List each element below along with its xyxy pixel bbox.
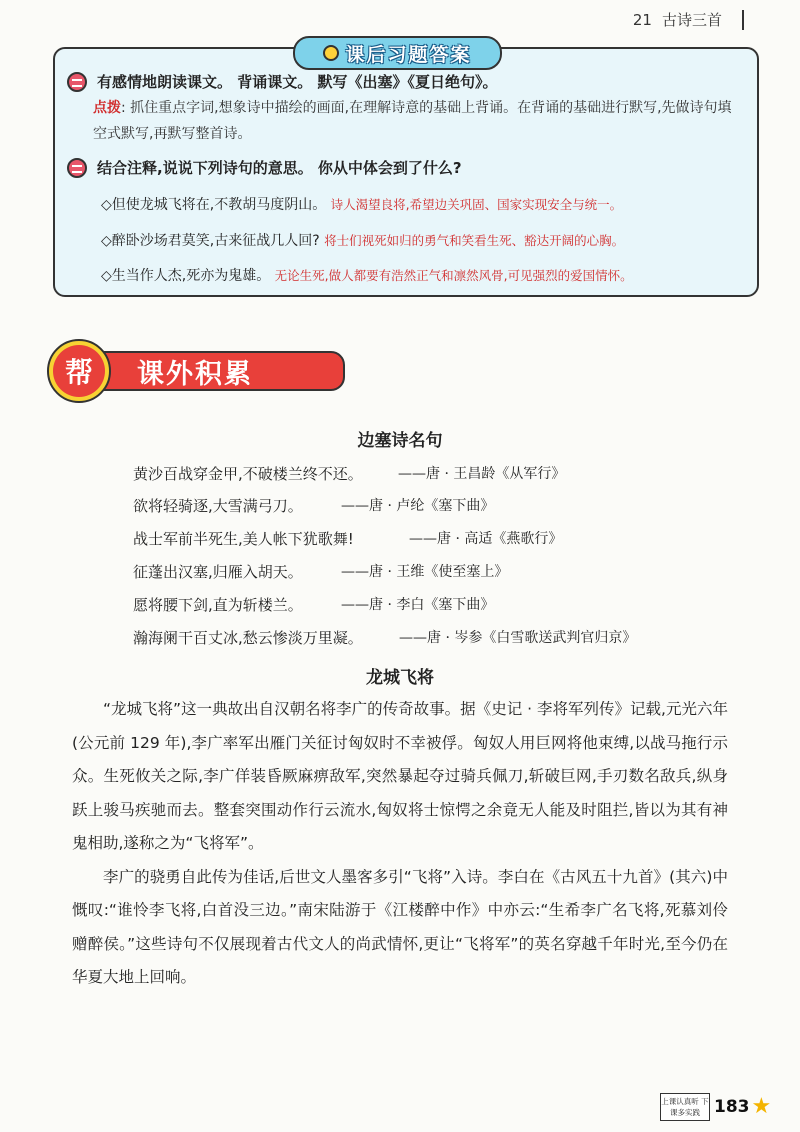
answer-box (53, 47, 759, 297)
poem-source: ——唐 · 李白《塞下曲》 (341, 597, 495, 613)
poem-line: 愿将腰下剑,直为斩楼兰。 ——唐 · 李白《塞下曲》 (133, 596, 495, 614)
chapter-number: 21 (632, 10, 652, 29)
section-title-poems: 边塞诗名句 (357, 431, 443, 451)
lightbulb-icon (323, 45, 339, 61)
page-header (633, 9, 744, 30)
answer-item: ◇但使龙城飞将在,不教胡马度阴山。 诗人渴望良将,希望边关巩固、国家实现安全与统一。 (101, 197, 623, 213)
question-icon (67, 72, 87, 92)
paragraph: “龙城飞将”这一典故出自汉朝名将李广的传奇故事。据《史记 · 李将军列传》记载,元光六年(公元前 129 年),李广率军出雁门关征讨匈奴时不幸被俘。匈奴人用巨网将他束缚,以战马拖行示众。生死攸关之际,李广佯装昏厥麻痹敌军,突然暴起夺过骑兵佩刀,斩破巨网,手刃数名敌兵,纵身跃上骏马疾驰而去。整套突围动作行云流水,匈奴将士惊愕之余竟无人能及时阻拦,皆以为其有神鬼相助,遂称之为“飞将军”。 (72, 700, 728, 852)
poem-line: 欲将轻骑逐,大雪满弓刀。 ——唐 · 卢纶《塞下曲》 (133, 497, 495, 515)
poem-line: 瀚海阑干百丈冰,愁云惨淡万里凝。 ——唐 · 岑参《白雪歌送武判官归京》 (133, 629, 637, 647)
hint-label: 点拨 (93, 100, 121, 116)
section-title-story: 龙城飞将 (366, 668, 434, 688)
answer-item: ◇生当作人杰,死亦为鬼雄。 无论生死,做人都要有浩然正气和凛然风骨,可见强烈的爱国情怀。 (101, 268, 633, 284)
poem-source: ——唐 · 高适《燕歌行》 (409, 531, 563, 547)
footer-label: 上课认真听 下课多实践 (660, 1093, 710, 1121)
story-text (72, 693, 728, 995)
page-number: 183 (714, 1097, 750, 1117)
star-icon: ★ (751, 1094, 772, 1119)
poem-line: 战士军前半死生,美人帐下犹歌舞! ——唐 · 高适《燕歌行》 (133, 530, 563, 548)
question-icon (67, 158, 87, 178)
answer-item: ◇醉卧沙场君莫笑,古来征战几人回? 将士们视死如归的勇气和笑看生死、豁达开阔的心胸。 (101, 233, 625, 249)
answer-box-title: 课后习题答案 (293, 36, 502, 70)
badge-icon: 帮 (47, 339, 111, 403)
paragraph: 李广的骁勇自此传为佳话,后世文人墨客多引“飞将”入诗。李白在《古风五十九首》(其六)中慨叹:“谁怜李飞将,白首没三边。”南宋陆游于《江楼醉中作》中亦云:“生希李广名飞将,死慕刘伶赠醉侯。”这些诗句不仅展现着古代文人的尚武情怀,更让“飞将军”的英名穿越千年时光,至今仍在华夏大地上回响。 (72, 867, 728, 986)
poem-line: 征蓬出汉塞,归雁入胡天。 ——唐 · 王维《使至塞上》 (133, 563, 509, 581)
header-divider (742, 10, 744, 30)
poem-source: ——唐 · 卢纶《塞下曲》 (341, 498, 495, 514)
page-footer (660, 1093, 774, 1121)
banner-title: 课外积累 (87, 351, 345, 391)
poem-source: ——唐 · 岑参《白雪歌送武判官归京》 (399, 630, 637, 646)
poem-source: ——唐 · 王维《使至塞上》 (341, 564, 509, 580)
question-1: 有感情地朗读课文。 背诵课文。 默写《出塞》《夏日绝句》。 (67, 71, 497, 92)
question-2: 结合注释,说说下列诗句的意思。 你从中体会到了什么? (67, 157, 462, 178)
chapter-title: 古诗三首 (661, 11, 722, 29)
hint-text: : 抓住重点字词,想象诗中描绘的画面,在理解诗意的基础上背诵。在背诵的基础进行默写,先做诗句填空式默写,再默写整首诗。 (93, 100, 732, 142)
poem-line: 黄沙百战穿金甲,不破楼兰终不还。 ——唐 · 王昌龄《从军行》 (133, 465, 566, 483)
hint (93, 95, 739, 147)
poem-source: ——唐 · 王昌龄《从军行》 (398, 466, 566, 482)
